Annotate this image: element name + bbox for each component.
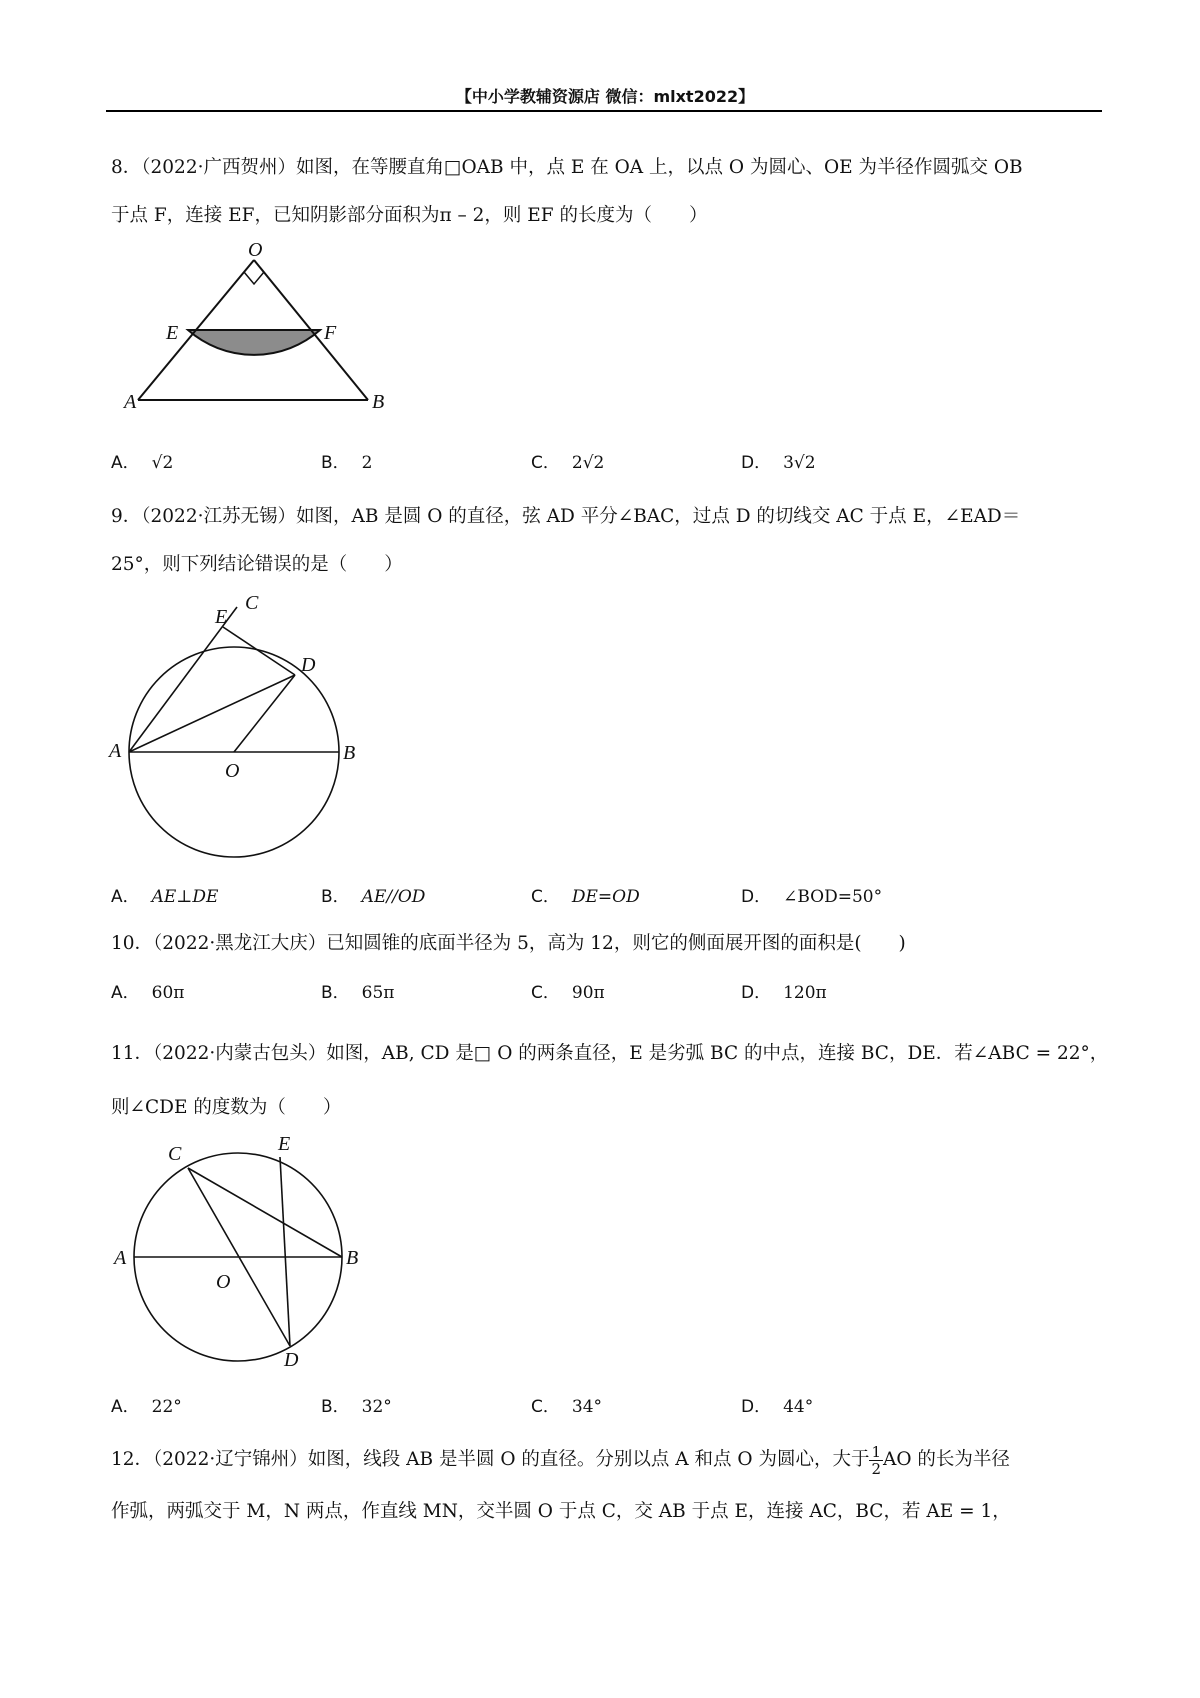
question-12-text-b: AO 的长为半径 [883, 1449, 1010, 1470]
option-b[interactable]: B． 65π [321, 983, 395, 1003]
question-11-line-2: 则∠CDE 的度数为（ ） [111, 1097, 342, 1118]
options-q9 [111, 882, 1101, 912]
line-ac [129, 607, 237, 752]
option-d[interactable]: D． 44° [741, 1397, 814, 1417]
figure-q9-circle [105, 595, 375, 885]
question-12-line-1 [111, 1436, 1101, 1484]
fraction-one-half [869, 1444, 883, 1477]
figure-q11-circle [110, 1130, 400, 1370]
chord-ad [129, 675, 295, 752]
option-b[interactable]: B． 2 [321, 453, 373, 473]
fraction-numerator: 1 [871, 1442, 881, 1461]
option-c[interactable]: C． 34° [531, 1397, 603, 1417]
label-e: E [215, 606, 228, 628]
question-9-line-1: 9．（2022·江苏无锡）如图，AB 是圆 O 的直径，弦 AD 平分∠BAC，过点 D 的切线交 AC 于点 E，∠EAD＝ [111, 506, 1021, 527]
label-f: F [324, 322, 337, 344]
label-e: E [166, 322, 179, 344]
label-d: D [301, 654, 316, 676]
label-a: A [124, 391, 137, 413]
shaded-region [188, 330, 320, 355]
label-b: B [346, 1247, 359, 1269]
question-11 [111, 1030, 1109, 1132]
question-10 [111, 920, 1101, 968]
label-b: B [372, 391, 385, 413]
option-b[interactable]: B． 32° [321, 1397, 392, 1417]
segment-od [234, 675, 295, 752]
label-c: C [245, 595, 259, 614]
options-q11 [111, 1392, 1101, 1422]
option-c[interactable]: C． 2√2 [531, 453, 605, 473]
label-a: A [109, 740, 122, 762]
question-11-line-1: 11．（2022·内蒙古包头）如图，AB, CD 是□ O 的两条直径，E 是劣弧 BC 的中点，连接 BC，DE．若∠ABC = 22°， [111, 1043, 1109, 1064]
fraction-denominator: 2 [871, 1459, 881, 1478]
figure-q8-triangle [110, 240, 430, 420]
option-d[interactable]: D． 3√2 [741, 453, 816, 473]
page-header: 【中小学教辅资源店 微信：mlxt2022】 [455, 87, 755, 106]
label-e: E [278, 1133, 291, 1155]
option-d[interactable]: D． 120π [741, 983, 827, 1003]
question-8-line-2: 于点 F，连接 EF，已知阴影部分面积为π – 2，则 EF 的长度为（ ） [111, 205, 708, 226]
option-a[interactable]: A． 60π [111, 983, 185, 1003]
header-rule [106, 110, 1102, 112]
option-d[interactable]: D． ∠BOD=50° [741, 887, 883, 907]
question-10-line-1: 10．（2022·黑龙江大庆）已知圆锥的底面半径为 5，高为 12，则它的侧面展开图的面积是( ) [111, 933, 906, 954]
option-c[interactable]: C． 90π [531, 983, 605, 1003]
option-a[interactable]: A． √2 [111, 453, 174, 473]
chord-de [280, 1157, 290, 1346]
label-d: D [284, 1349, 299, 1370]
label-o: O [248, 240, 263, 261]
label-o: O [216, 1271, 231, 1293]
option-a[interactable]: A． AE⊥DE [111, 887, 219, 907]
chord-bc [188, 1168, 342, 1257]
question-12 [111, 1436, 1101, 1536]
question-8 [111, 144, 1101, 240]
label-b: B [343, 742, 356, 764]
right-angle-mark [244, 272, 264, 284]
option-b[interactable]: B． AE//OD [321, 887, 426, 907]
question-9 [111, 493, 1101, 589]
question-9-line-2: 25°，则下列结论错误的是（ ） [111, 554, 403, 575]
label-o: O [225, 760, 240, 782]
question-12-line-2: 作弧，两弧交于 M，N 两点，作直线 MN，交半圆 O 于点 C，交 AB 于点 E，连接 AC，BC，若 AE = 1， [111, 1501, 1011, 1522]
label-a: A [114, 1247, 127, 1269]
option-c[interactable]: C． DE=OD [531, 887, 640, 907]
question-12-text-a: 12．（2022·辽宁锦州）如图，线段 AB 是半圆 O 的直径。分别以点 A 和点 O 为圆心，大于 [111, 1449, 870, 1470]
options-q8 [111, 448, 1101, 478]
label-c: C [168, 1143, 182, 1165]
question-8-line-1: 8．（2022·广西贺州）如图，在等腰直角□OAB 中，点 E 在 OA 上，以点 O 为圆心、OE 为半径作圆弧交 OB [111, 157, 1023, 178]
option-a[interactable]: A． 22° [111, 1397, 182, 1417]
options-q10 [111, 978, 1101, 1008]
tangent-de [223, 627, 295, 675]
